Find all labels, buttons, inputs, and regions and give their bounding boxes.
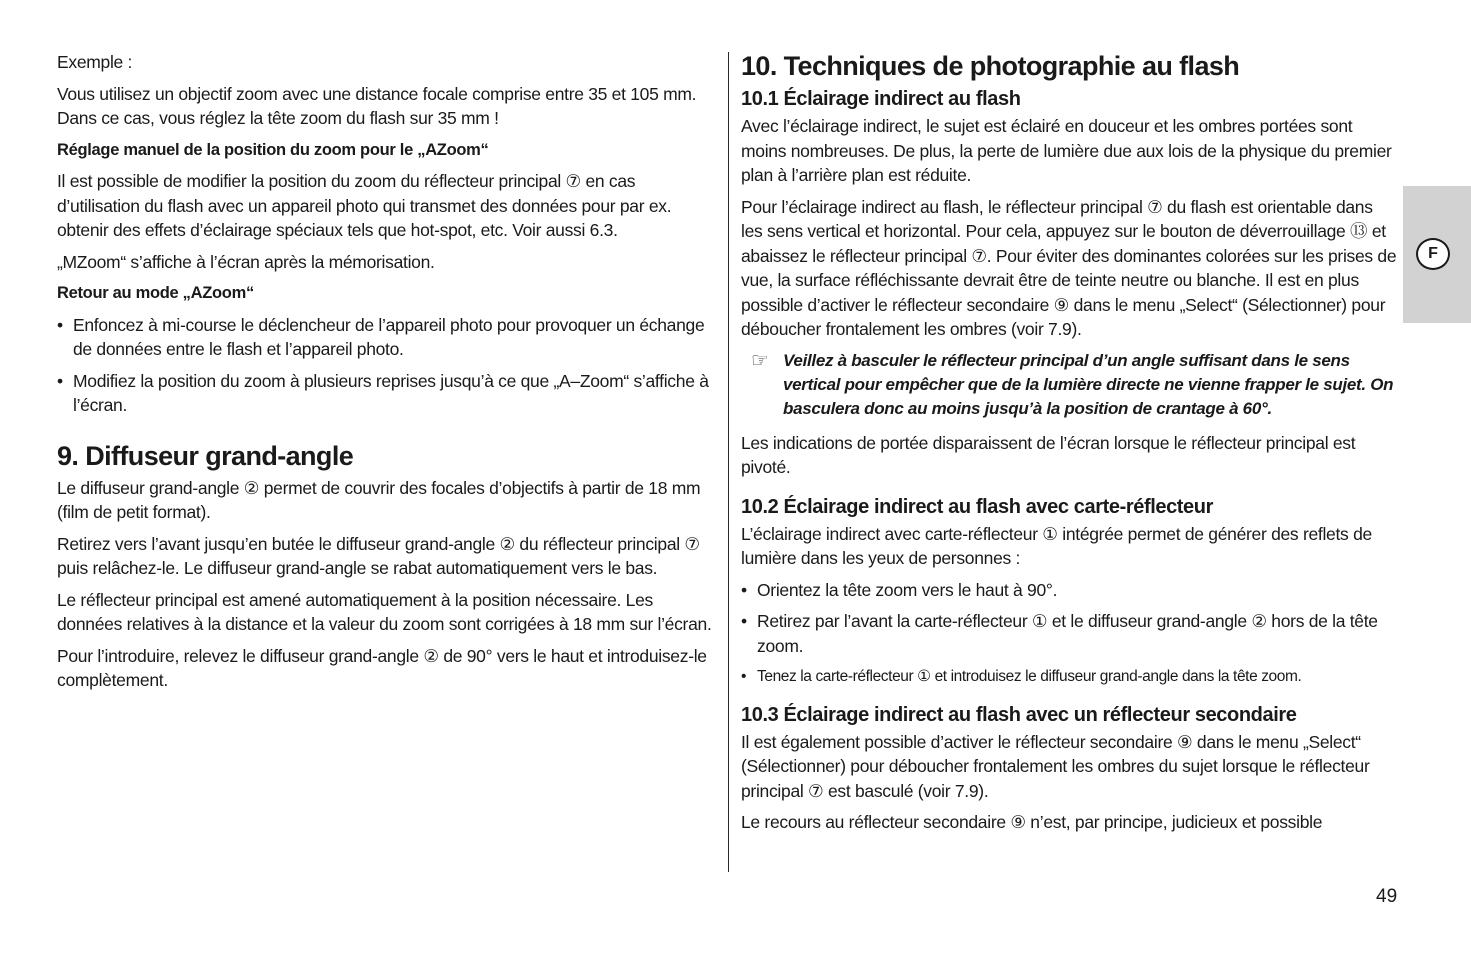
section-9-paragraph: Le réflecteur principal est amené automatiquement à la position nécessaire. Les données relatives à la distance et la valeur du zoom sont corrigées à 18 mm sur l’écran. bbox=[57, 589, 712, 634]
column-divider bbox=[728, 52, 729, 872]
language-tab bbox=[1403, 186, 1471, 323]
section-10-2-paragraph: L’éclairage indirect avec carte-réflecteur ① intégrée permet de générer des reflets de lumière dans les yeux de personnes : bbox=[741, 523, 1372, 568]
language-tab-letter: F bbox=[1416, 238, 1450, 270]
list-item: • Orientez la tête zoom vers le haut à 90°. bbox=[741, 578, 1398, 603]
section-10-title: 10. Techniques de photographie au flash bbox=[741, 51, 1240, 81]
list-item: • Modifiez la position du zoom à plusieurs reprises jusqu’à ce que „A–Zoom“ s’affiche à l’écran. bbox=[57, 369, 712, 418]
section-10-1-paragraph: Les indications de portée disparaissent de l’écran lorsque le réflecteur principal est pivoté. bbox=[741, 432, 1356, 477]
pointing-hand-icon: ☞ bbox=[751, 349, 769, 372]
manual-zoom-text: Il est possible de modifier la position du zoom du réflecteur principal ⑦ en cas d’utilisation du flash avec un appareil photo qui transmet des données pour par ex. obtenir des effets d’éclairage spéciaux tels que hot-spot, etc. Voir aussi 6.3. bbox=[57, 171, 672, 240]
section-10-3-paragraph: Il est également possible d’activer le réflecteur secondaire ⑨ dans le menu „Select“ (Sélectionner) pour déboucher frontalement les ombres du sujet lorsque le réflecteur principal ⑦ est basculé (voir 7.9). bbox=[741, 731, 1370, 801]
note-text: Veillez à basculer le réflecteur principal d’un angle suffisant dans le sens vertical pour empêcher que de la lumière directe ne vienne frapper le sujet. On basculera donc au moins jusqu’à la position de crantage à 60°. bbox=[783, 350, 1394, 418]
right-column bbox=[741, 50, 1398, 842]
section-10-1-paragraph: Avec l’éclairage indirect, le sujet est éclairé en douceur et les ombres portées sont moins nombreuses. De plus, la perte de lumière due aux lois de la physique du premier plan à l’arrière plan est réduite. bbox=[741, 116, 1392, 185]
example-label: Exemple : bbox=[57, 52, 133, 72]
mzoom-text: „MZoom“ s’affiche à l’écran après la mémorisation. bbox=[57, 251, 435, 272]
section-10-2-title: 10.2 Éclairage indirect au flash avec carte-réflecteur bbox=[741, 495, 1213, 518]
list-item: • Tenez la carte-réflecteur ① et introduisez le diffuseur grand-angle dans la tête zoom. bbox=[741, 665, 1398, 690]
section-9-paragraph: Pour l’introduire, relevez le diffuseur grand-angle ② de 90° vers le haut et introduisez-le complètement. bbox=[57, 645, 707, 690]
note-block bbox=[741, 349, 1398, 421]
section-9-title: 9. Diffuseur grand-angle bbox=[57, 440, 354, 471]
section-10-1-paragraph: Pour l’éclairage indirect au flash, le réflecteur principal ⑦ du flash est orientable dans les sens vertical et horizontal. Pour cela, appuyez sur le bouton de déverrouillage ⑬ et abaissez le réflecteur principal ⑦. Pour éviter des dominantes colorées sur les prises de vue, la surface réfléchissante devrait être de teinte neutre ou blanche. Il est en plus possible d’activer le réflecteur secondaire ⑨ dans le menu „Select“ (Sélectionner) pour déboucher frontalement les ombres (voir 7.9). bbox=[741, 196, 1397, 339]
section-9-paragraph: Retirez vers l’avant jusqu’en butée le diffuseur grand-angle ② du réflecteur principal ⑦ puis relâchez-le. Le diffuseur grand-angle se rabat automatiquement vers le bas. bbox=[57, 533, 700, 578]
page-number: 49 bbox=[1376, 886, 1398, 907]
section-10-3-title: 10.3 Éclairage indirect au flash avec un réflecteur secondaire bbox=[741, 703, 1297, 726]
section-9-paragraph: Le diffuseur grand-angle ② permet de couvrir des focales d’objectifs à partir de 18 mm (film de petit format). bbox=[57, 477, 701, 522]
left-column bbox=[57, 50, 712, 700]
list-item: • Retirez par l’avant la carte-réflecteur ① et le diffuseur grand-angle ② hors de la tête zoom. bbox=[741, 609, 1398, 658]
return-azoom-list bbox=[57, 313, 712, 418]
manual-zoom-heading: Réglage manuel de la position du zoom pour le „AZoom“ bbox=[57, 140, 489, 159]
section-10-2-list bbox=[741, 578, 1398, 690]
list-item: • Enfoncez à mi-course le déclencheur de l’appareil photo pour provoquer un échange de données entre le flash et l’appareil photo. bbox=[57, 313, 712, 362]
section-10-1-title: 10.1 Éclairage indirect au flash bbox=[741, 88, 1021, 110]
return-azoom-heading: Retour au mode „AZoom“ bbox=[57, 284, 254, 302]
section-10-3-paragraph: Le recours au réflecteur secondaire ⑨ n’est, par principe, judicieux et possible bbox=[741, 812, 1323, 832]
example-text: Vous utilisez un objectif zoom avec une distance focale comprise entre 35 et 105 mm. Dans ce cas, vous réglez la tête zoom du flash sur 35 mm ! bbox=[57, 83, 697, 128]
